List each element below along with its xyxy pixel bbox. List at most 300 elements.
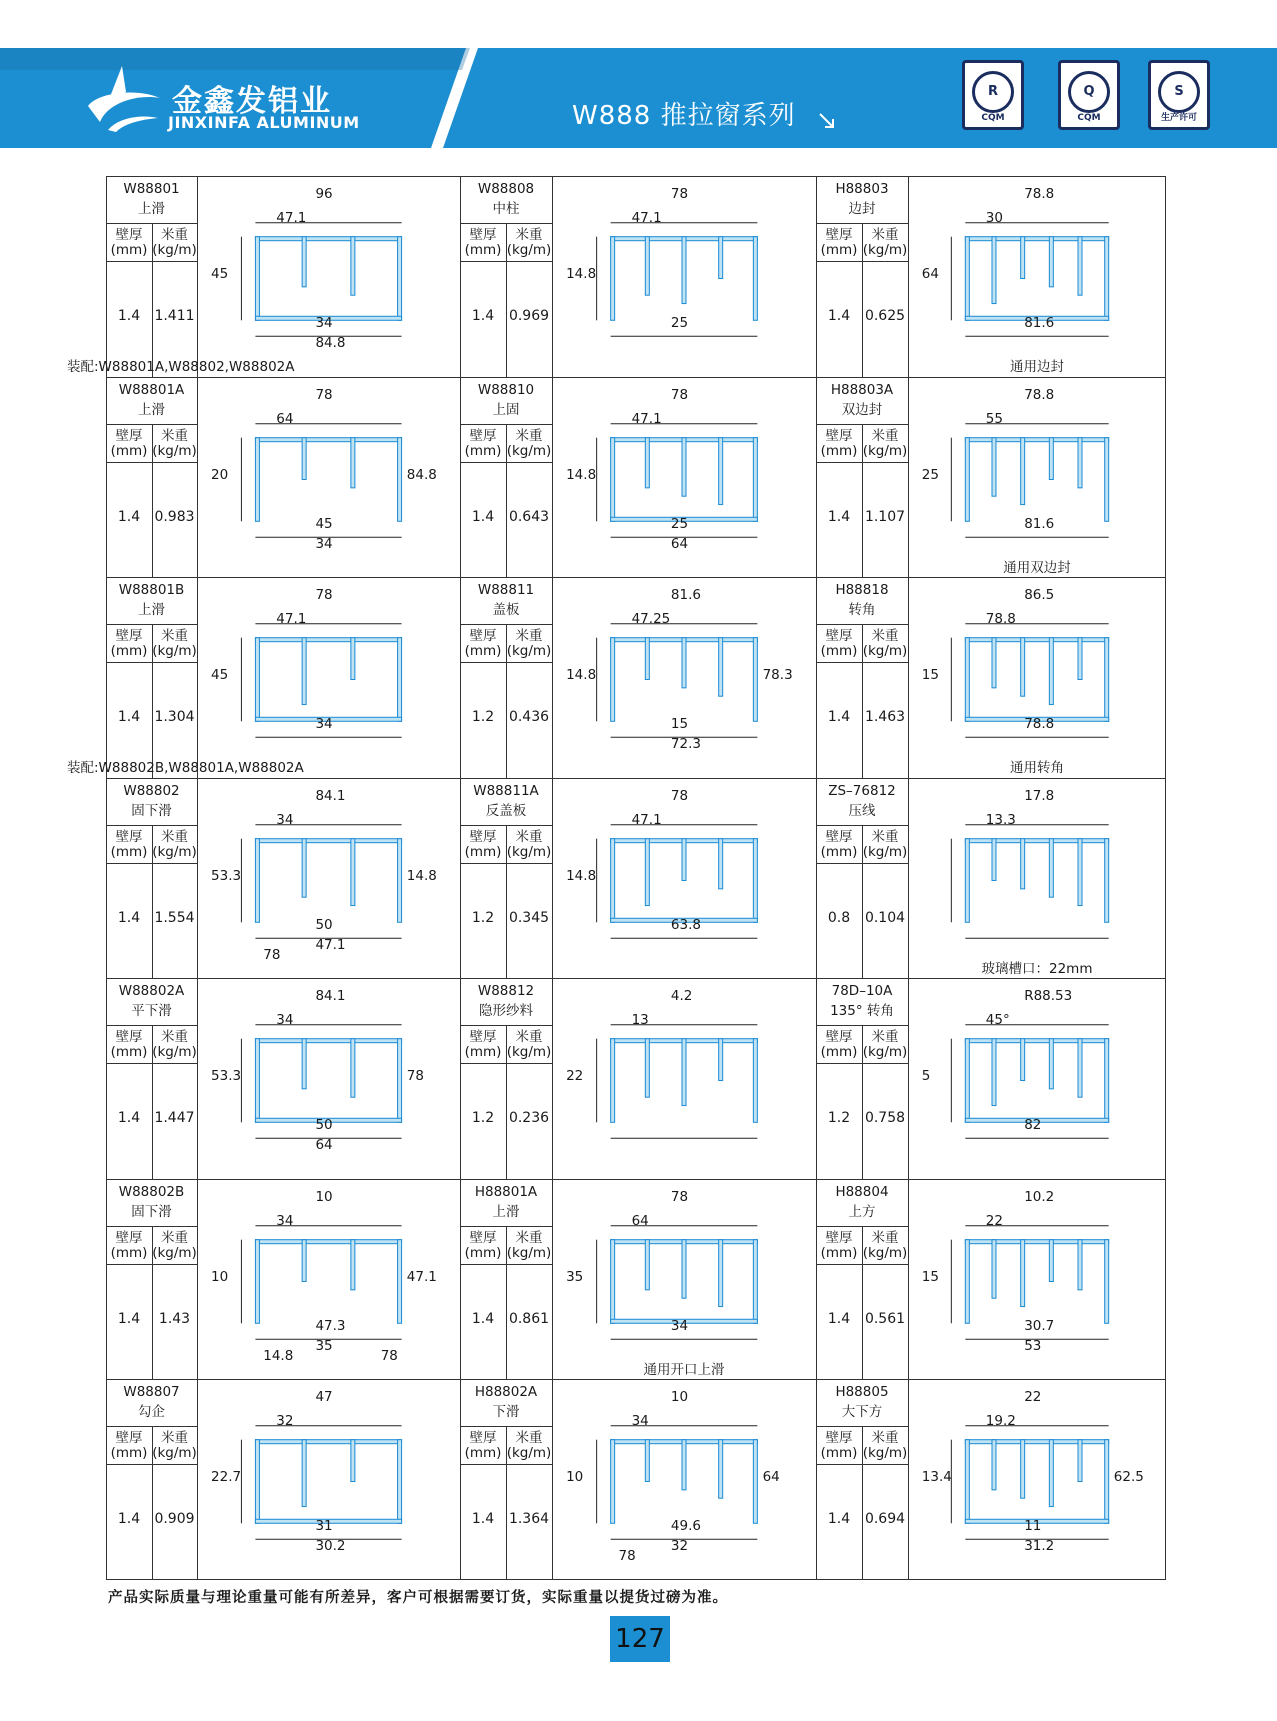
profile-rib [1021,839,1025,889]
profile-web [255,438,259,522]
thickness-label: 壁厚 [825,428,853,444]
profile-rib [1049,1039,1053,1089]
cert-badge-q [1058,60,1120,130]
profile-code: H88818 [835,582,889,598]
dimension-label: 53.3 [211,867,242,884]
wall-thickness-value: 0.8 [827,910,851,926]
profile-cross-section-drawing [909,578,1165,777]
dimension-label: 34 [670,1318,689,1335]
dimension-label: 13 [631,1011,649,1028]
dimension-label: 13.4 [921,1468,952,1485]
profile-web [255,1440,259,1524]
dimension-label: 30.7 [1024,1318,1055,1335]
profile-name: 固下滑 [131,1204,172,1220]
profile-flange [965,638,1108,642]
weight-label: 米重 [871,1230,899,1246]
wall-thickness-value: 1.4 [827,709,851,725]
profile-rib [1078,237,1082,296]
dimension-label: 32 [670,1538,689,1555]
profile-web [753,1240,757,1324]
dimension-label: 45 [211,666,229,683]
wall-thickness-value: 1.2 [471,709,495,725]
dimension-label: 30.2 [315,1538,346,1555]
dimension-label: 78 [670,386,689,403]
profile-web [611,1039,615,1123]
profile-rib [992,638,996,688]
meter-weight-value: 0.104 [864,910,906,926]
dimension-label: 15 [670,716,689,733]
meter-weight-value: 0.694 [864,1511,906,1527]
thickness-label: 壁厚 [469,227,497,243]
profile-rib [1049,1440,1053,1507]
profile-name: 上滑 [492,1204,520,1220]
profile-flange [255,438,401,442]
weight-label: 米重 [161,428,188,444]
profile-rib [1021,1240,1025,1307]
dimension-label: 64 [276,410,294,427]
thickness-unit: (mm) [464,1445,502,1461]
profile-rib [682,1240,686,1299]
profile-code: 78D–10A [831,983,893,999]
thickness-unit: (mm) [110,643,148,659]
weight-unit: (kg/m) [506,242,552,258]
dimension-label: 25 [670,516,689,533]
dimension-label: 31 [315,1518,333,1535]
dimension-label: 64 [670,536,689,553]
dimension-label: 63.8 [670,917,701,934]
profile-rib [302,438,306,480]
weight-label: 米重 [871,628,899,644]
weight-label: 米重 [161,1029,188,1045]
thickness-label: 壁厚 [469,1430,497,1446]
dimension-label: 78 [380,1348,398,1365]
wall-thickness-value: 1.4 [471,509,495,525]
profile-rib [1021,438,1025,505]
profile-rib [645,1039,649,1098]
profile-note: 通用开口上滑 [643,1362,725,1378]
profile-web [965,638,969,722]
profile-code: W88808 [477,181,535,197]
cert-label: 生产许可 [1160,113,1197,123]
profile-web [255,638,259,722]
thickness-label: 壁厚 [469,829,497,845]
wall-thickness-value: 1.4 [117,308,141,324]
profile-note: 通用双边封 [1003,560,1071,576]
meter-weight-value: 1.304 [154,709,195,725]
dimension-label: 34 [276,1011,294,1028]
thickness-label: 壁厚 [825,829,853,845]
thickness-unit: (mm) [820,242,858,258]
profile-rib [992,839,996,881]
profile-web [753,1440,757,1524]
profile-rib [992,1440,996,1490]
dimension-label: 34 [315,716,333,733]
dimension-label: 25 [921,466,939,483]
weight-label: 米重 [161,1230,188,1246]
thickness-unit: (mm) [464,844,502,860]
dimension-label: 50 [315,1117,333,1134]
dimension-label: 47.1 [276,610,307,627]
profile-rib [719,237,723,279]
profile-rib [351,1440,355,1482]
dimension-label: 78 [618,1548,636,1565]
dimension-label: 47.1 [406,1268,437,1285]
profile-rib [302,1039,306,1089]
profile-web [398,1240,402,1324]
dimension-label: 30 [985,209,1003,226]
wall-thickness-value: 1.2 [827,1110,851,1126]
meter-weight-value: 1.411 [154,308,195,324]
dimension-label: 78 [315,386,333,403]
profile-web [1105,638,1109,722]
profile-flange [255,237,401,241]
profile-rib [682,237,686,304]
profile-code: H88803A [830,382,894,398]
weight-label: 米重 [515,1029,543,1045]
wall-thickness-value: 1.4 [117,1311,141,1327]
profile-rib [682,1039,686,1106]
thickness-label: 壁厚 [825,628,853,644]
dimension-label: 22 [1024,1388,1042,1405]
profile-rib [719,839,723,889]
thickness-label: 壁厚 [115,829,143,845]
thickness-unit: (mm) [820,1445,858,1461]
profile-flange [255,1039,401,1043]
thickness-unit: (mm) [464,1245,502,1261]
profile-web [611,1440,615,1524]
profile-rib [302,839,306,898]
dimension-label: 14.8 [263,1348,294,1365]
profile-code: W88802B [118,1184,185,1200]
meter-weight-value: 1.447 [154,1110,195,1126]
profile-rib [645,237,649,296]
dimension-label: 47.3 [315,1318,346,1335]
dimension-label: 47.1 [276,209,307,226]
dimension-label: 15 [921,1268,939,1285]
profile-rib [645,839,649,906]
profile-rib [645,438,649,488]
table-rule [106,1579,1166,1580]
profile-web [398,638,402,722]
dimension-label: 10 [211,1268,229,1285]
weight-unit: (kg/m) [862,643,908,659]
profile-name: 135° 转角 [830,1003,894,1019]
profile-name: 边封 [848,201,876,217]
profile-rib [682,438,686,497]
dimension-label: 64 [762,1468,780,1485]
wall-thickness-value: 1.4 [827,1311,851,1327]
profile-name: 上固 [492,402,520,418]
dimension-label: 55 [985,410,1003,427]
profile-rib [1049,839,1053,898]
meter-weight-value: 0.345 [508,910,550,926]
dimension-label: 64 [315,1137,333,1154]
thickness-label: 壁厚 [825,1230,853,1246]
profile-web [1105,438,1109,522]
weight-label: 米重 [515,628,543,644]
weight-label: 米重 [871,1430,899,1446]
dimension-label: 34 [276,811,294,828]
profile-code: W88807 [123,1384,180,1400]
thickness-unit: (mm) [820,643,858,659]
dimension-label: R88.53 [1024,987,1073,1004]
profile-rib [992,237,996,304]
dimension-label: 34 [315,315,333,332]
weight-unit: (kg/m) [506,1445,552,1461]
dimension-label: 10 [315,1188,333,1205]
thickness-label: 壁厚 [825,1029,853,1045]
dimension-label: 50 [315,917,333,934]
profile-name: 上方 [848,1204,876,1220]
dimension-label: 13.3 [985,811,1016,828]
meter-weight-value: 1.43 [158,1311,191,1327]
thickness-unit: (mm) [464,242,502,258]
meter-weight-value: 1.554 [154,910,195,926]
dimension-label: 96 [315,185,333,202]
profile-web [255,1240,259,1324]
dimension-label: 78 [263,947,281,964]
profile-rib [1078,1240,1082,1290]
wall-thickness-value: 1.4 [827,509,851,525]
profile-rib [682,1440,686,1490]
dimension-label: 81.6 [1024,516,1055,533]
meter-weight-value: 0.969 [508,308,550,324]
arrow-down-right-icon [818,112,836,130]
dimension-label: 14.8 [566,867,597,884]
dimension-label: 82 [1024,1117,1042,1134]
profile-rib [992,1039,996,1106]
wall-thickness-value: 1.4 [827,1511,851,1527]
series-title: W888 推拉窗系列 [572,101,796,131]
profile-web [611,438,615,522]
profile-rib [1021,1440,1025,1499]
profile-cross-section-drawing [553,1180,815,1379]
profile-rib [645,1240,649,1290]
dimension-label: 47.25 [631,610,671,627]
cert-mark: S [1158,71,1200,113]
profile-web [965,237,969,321]
page-number: 127 [610,1616,670,1662]
profile-rib [992,438,996,497]
profile-note: 装配:W88801A,W88802,W88802A [67,359,295,375]
profile-name: 固下滑 [131,803,172,819]
profile-rib [302,638,306,705]
thickness-label: 壁厚 [115,227,143,243]
profile-web [965,438,969,522]
thickness-unit: (mm) [110,443,148,459]
weight-unit: (kg/m) [862,443,908,459]
profile-flange [965,438,1108,442]
dimension-label: 10.2 [1024,1188,1055,1205]
dimension-label: 78 [670,1188,689,1205]
weight-unit: (kg/m) [506,844,552,860]
profile-name: 反盖板 [485,803,527,819]
dimension-label: 84.8 [315,335,346,352]
profile-name: 平下滑 [131,1003,172,1019]
profile-rib [351,839,355,906]
profile-flange [965,1039,1108,1043]
dimension-label: 25 [670,315,689,332]
profile-rib [682,839,686,881]
thickness-label: 壁厚 [115,1430,143,1446]
cert-label: CQM [981,113,1005,123]
cert-mark: R [972,71,1014,113]
thickness-unit: (mm) [464,643,502,659]
profile-web [965,1440,969,1524]
dimension-label: 72.3 [670,736,701,753]
wall-thickness-value: 1.2 [471,910,495,926]
weight-unit: (kg/m) [152,844,197,860]
profile-rib [992,1240,996,1299]
dimension-label: 78.3 [762,666,793,683]
profile-cross-section-drawing [198,578,459,777]
weight-label: 米重 [515,1230,543,1246]
thickness-label: 壁厚 [469,428,497,444]
dimension-label: 47.1 [315,937,346,954]
profile-note: 装配:W88802B,W88801A,W88802A [67,760,304,776]
dimension-label: 19.2 [985,1412,1016,1429]
profile-flange [255,638,401,642]
dimension-label: 78 [670,787,689,804]
thickness-label: 壁厚 [469,628,497,644]
profile-rib [1021,237,1025,279]
weight-label: 米重 [871,227,899,243]
profile-web [398,839,402,923]
thickness-unit: (mm) [110,242,148,258]
cert-badge-r [962,60,1024,130]
profile-web [255,237,259,321]
profile-cross-section-drawing [909,177,1165,376]
profile-web [1105,237,1109,321]
dimension-label: 47.1 [631,410,662,427]
profile-rib [1049,237,1053,287]
wall-thickness-value: 1.4 [471,1311,495,1327]
thickness-unit: (mm) [464,1044,502,1060]
profile-code: ZS–76812 [828,783,896,799]
profile-flange [255,839,401,843]
weight-unit: (kg/m) [506,443,552,459]
profile-note: 通用转角 [1010,760,1064,776]
profile-name: 转角 [848,602,876,618]
profile-rib [1078,638,1082,680]
meter-weight-value: 0.236 [508,1110,550,1126]
profile-rib [719,638,723,697]
wall-thickness-value: 1.4 [117,509,141,525]
profile-rib [351,438,355,488]
weight-unit: (kg/m) [152,1245,197,1261]
weight-label: 米重 [871,1029,899,1045]
weight-label: 米重 [161,1430,188,1446]
dimension-label: 45 [315,516,333,533]
profile-flange [255,1240,401,1244]
wall-thickness-value: 1.4 [117,1511,141,1527]
dimension-label: 84.1 [315,787,346,804]
thickness-unit: (mm) [820,1245,858,1261]
profile-name: 双边封 [841,402,883,418]
profile-rib [1049,438,1053,480]
dimension-label: 14.8 [406,867,437,884]
meter-weight-value: 0.625 [864,308,906,324]
dimension-label: 78.8 [1024,185,1055,202]
profile-flange [965,237,1108,241]
dimension-label: 11 [1024,1518,1042,1535]
thickness-unit: (mm) [820,844,858,860]
profile-web [255,1039,259,1123]
weight-label: 米重 [515,428,543,444]
dimension-label: 53 [1024,1338,1042,1355]
thickness-label: 壁厚 [825,1430,853,1446]
profile-rib [719,438,723,505]
table-rule [1165,176,1166,1580]
profile-web [965,1240,969,1324]
profile-code: H88805 [835,1384,889,1400]
dimension-label: 78 [406,1067,424,1084]
thickness-unit: (mm) [110,1445,148,1461]
dimension-label: 15 [921,666,939,683]
cert-badge-qs [1148,60,1210,130]
profile-name: 勾企 [138,1404,165,1420]
dimension-label: 53.3 [211,1067,242,1084]
dimension-label: 35 [315,1338,333,1355]
weight-unit: (kg/m) [152,1445,197,1461]
thickness-label: 壁厚 [469,1230,497,1246]
dimension-label: 22.7 [211,1468,242,1485]
profile-rib [719,1039,723,1081]
profile-web [1105,1440,1109,1524]
dimension-label: 20 [211,466,229,483]
dimension-label: 49.6 [670,1518,701,1535]
wall-thickness-value: 1.4 [827,308,851,324]
dimension-label: 5 [921,1067,931,1084]
wall-thickness-value: 1.2 [471,1110,495,1126]
profile-rib [1021,1039,1025,1081]
company-logo [78,62,168,134]
profile-web [753,237,757,321]
meter-weight-value: 0.983 [154,509,195,525]
profile-web [965,1039,969,1123]
dimension-label: 81.6 [670,586,701,603]
profile-cross-section-drawing [909,378,1165,577]
profile-rib [1078,438,1082,488]
weight-unit: (kg/m) [152,443,197,459]
profile-code: W88810 [477,382,535,398]
profile-code: H88804 [835,1184,889,1200]
weight-unit: (kg/m) [862,1445,908,1461]
profile-web [753,1039,757,1123]
profile-rib [645,638,649,680]
dimension-label: 84.1 [315,987,346,1004]
profile-code: W88801B [118,582,185,598]
weight-label: 米重 [515,1430,543,1446]
profile-cross-section-drawing [553,979,815,1178]
dimension-label: 4.2 [670,987,693,1004]
profile-web [965,839,969,923]
dimension-label: 47 [315,1388,333,1405]
dimension-label: 78 [670,185,689,202]
profile-note: 通用边封 [1010,359,1064,375]
profile-web [398,1039,402,1123]
profile-web [611,638,615,722]
dimension-label: 10 [670,1388,689,1405]
profile-web [753,638,757,722]
profile-code: H88801A [474,1184,538,1200]
dimension-label: 10 [566,1468,584,1485]
dimension-label: 14.8 [566,265,597,282]
weight-unit: (kg/m) [506,1245,552,1261]
dimension-label: 34 [631,1412,649,1429]
wall-thickness-value: 1.4 [471,1511,495,1527]
dimension-label: 47.1 [631,811,662,828]
